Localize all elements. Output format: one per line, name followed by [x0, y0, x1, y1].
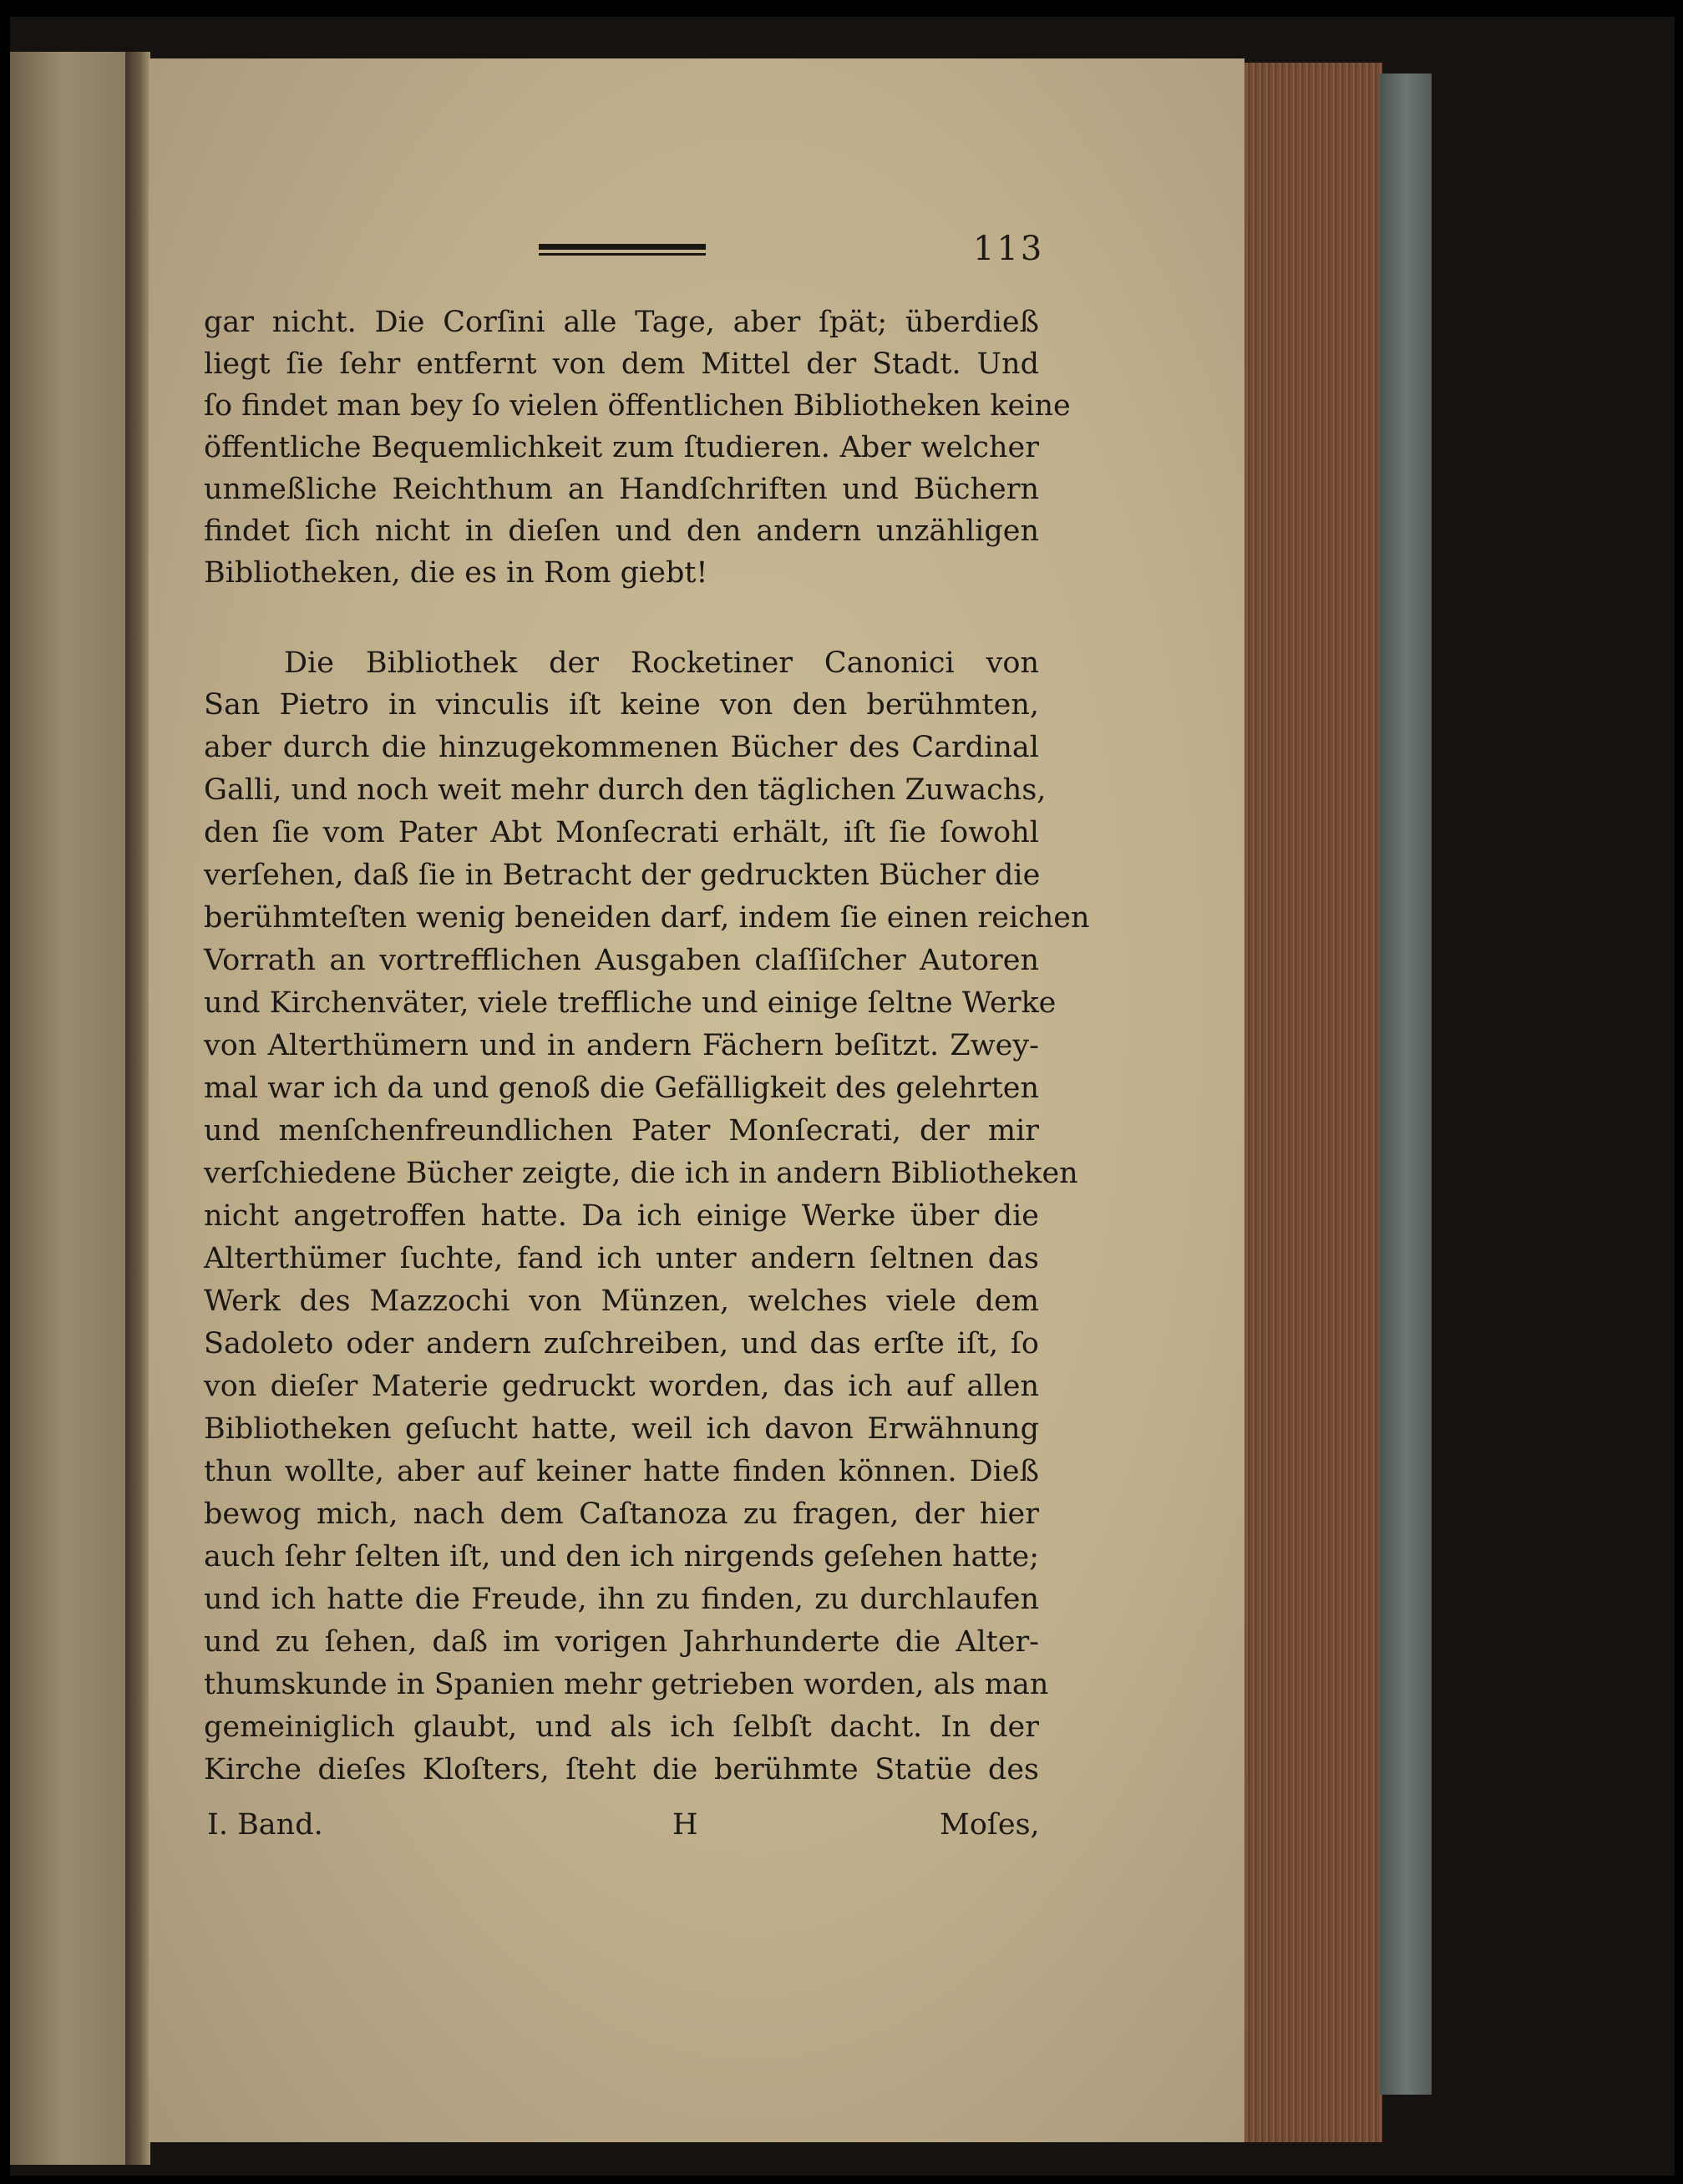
- text-line: Galli, und noch weit mehr durch den täglichen Zuwachs,: [204, 773, 1047, 807]
- text-line: liegt ſie ſehr entfernt von dem Mittel der Stadt. Und: [204, 347, 1039, 381]
- text-line: auch ſehr ſelten iſt, und den ich nirgends geſehen hatte;: [204, 1540, 1039, 1573]
- header-rule-thick: [539, 244, 706, 250]
- text-line: Sadoleto oder andern zuſchreiben, und das erſte iſt, ſo: [204, 1327, 1039, 1361]
- text-line: Kirche dieſes Kloſters, ſteht die berühmte Statüe des: [204, 1753, 1039, 1786]
- text-line: berühmteſten wenig beneiden darf, indem ſie einen reichen: [204, 901, 1090, 935]
- facing-page-edge: [10, 52, 127, 2165]
- text-line: und Kirchenväter, viele treffliche und einige ſeltne Werke: [204, 986, 1057, 1020]
- text-line: Vorrath an vortrefflichen Ausgaben claſſiſcher Autoren: [204, 944, 1039, 977]
- text-line: den ſie vom Pater Abt Monſecrati erhält, iſt ſie ſowohl: [204, 816, 1039, 849]
- text-line: von Alterthümern und in andern Fächern beſitzt. Zwey-: [204, 1029, 1039, 1062]
- signature-mark: I. Band.: [207, 1808, 323, 1842]
- text-line: und menſchenfreundlichen Pater Monſecrati, der mir: [204, 1114, 1039, 1148]
- text-line: und zu ſehen, daß im vorigen Jahrhunderte die Alter-: [204, 1625, 1039, 1659]
- text-line: Bibliotheken geſucht hatte, weil ich davon Erwähnung: [204, 1412, 1039, 1446]
- text-line: von dieſer Materie gedruckt worden, das ich auf allen: [204, 1370, 1039, 1403]
- text-line: findet ſich nicht in dieſen und den andern unzähligen: [204, 514, 1039, 548]
- text-line: gemeiniglich glaubt, und als ich ſelbſt dacht. In der: [204, 1710, 1039, 1744]
- text-line: thun wollte, aber auf keiner hatte finden können. Dieß: [204, 1455, 1039, 1488]
- text-line: gar nicht. Die Corſini alle Tage, aber ſpät; überdieß: [204, 306, 1039, 339]
- text-line: Die Bibliothek der Rocketiner Canonici von: [284, 646, 1039, 680]
- text-line: thumskunde in Spanien mehr getrieben worden, als man: [204, 1668, 1049, 1701]
- text-line: Alterthümer ſuchte, fand ich unter andern ſeltnen das: [204, 1242, 1039, 1275]
- text-line: ſo findet man bey ſo vielen öffentlichen Bibliotheken keine: [204, 389, 1071, 423]
- text-line: San Pietro in vinculis iſt keine von den berühmten,: [204, 688, 1039, 722]
- text-line: öffentliche Bequemlichkeit zum ſtudieren. Aber welcher: [204, 431, 1039, 464]
- page-number: 113: [973, 230, 1045, 268]
- text-line: aber durch die hinzugekommenen Bücher des Cardinal: [204, 731, 1039, 764]
- header-rule-thin: [539, 253, 706, 256]
- text-line: verſchiedene Bücher zeigte, die ich in andern Bibliotheken: [204, 1157, 1078, 1190]
- text-line: Werk des Mazzochi von Münzen, welches viele dem: [204, 1285, 1039, 1318]
- book-gutter: [125, 52, 150, 2165]
- text-line: Bibliotheken, die es in Rom giebt!: [204, 556, 708, 590]
- page-block-edge: [1245, 63, 1382, 2142]
- text-line: mal war ich da und genoß die Gefälligkeit des gelehrten: [204, 1072, 1039, 1105]
- catchword: Moſes,: [940, 1808, 1040, 1842]
- text-line: verſehen, daß ſie in Betracht der gedruckten Bücher die: [204, 859, 1041, 892]
- text-line: bewog mich, nach dem Caſtanoza zu fragen, der hier: [204, 1497, 1039, 1531]
- book-cover-edge: [1380, 73, 1432, 2095]
- text-line: unmeßliche Reichthum an Handſchriften und Büchern: [204, 473, 1039, 506]
- text-line: und ich hatte die Freude, ihn zu finden, zu durchlaufen: [204, 1583, 1039, 1616]
- text-line: nicht angetroffen hatte. Da ich einige Werke über die: [204, 1199, 1039, 1233]
- sheet-mark: H: [672, 1808, 698, 1842]
